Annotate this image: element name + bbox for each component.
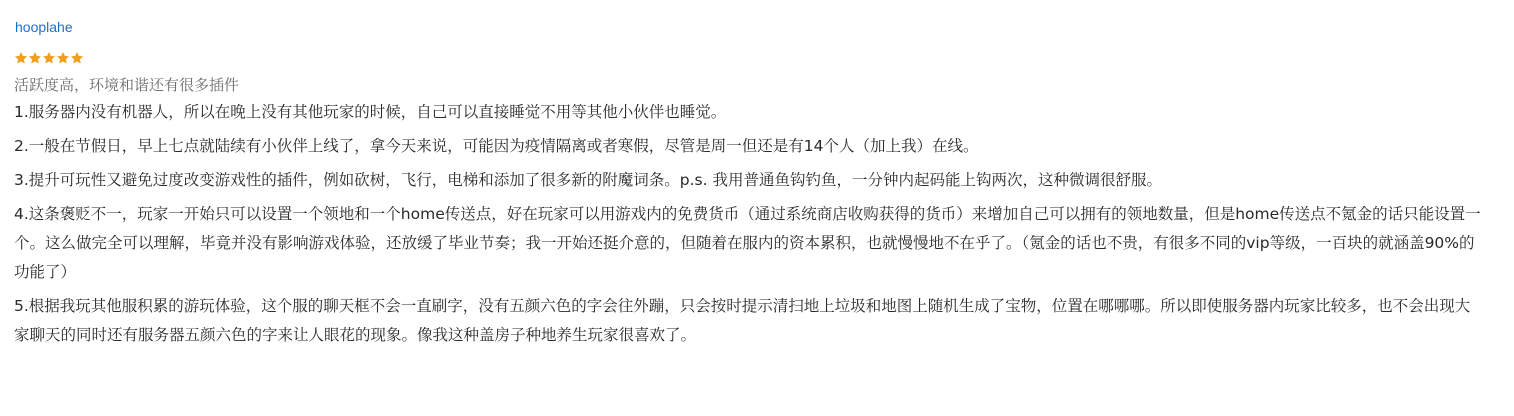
author-link[interactable]: hooplahe: [15, 19, 73, 35]
review-paragraph: 4.这条褒贬不一，玩家一开始只可以设置一个领地和一个home传送点，好在玩家可以用游戏内的免费货币（通过系统商店收购获得的货币）来增加自己可以拥有的领地数量，但是home传送点不氪金的话只能设置一个。这么做完全可以理解，毕竟并没有影响游戏体验，还放缓了毕业节奏；我一开始还挺介意的，但随着在服内的资本累积，也就慢慢地不在乎了。（氪金的话也不贵，有很多不同的vip等级，一百块的就涵盖90%的功能了）: [14, 205, 1481, 281]
star-rating: [14, 50, 1500, 66]
star-icon: [70, 51, 84, 65]
star-icon: [14, 51, 28, 65]
review-paragraph: 5.根据我玩其他服积累的游玩体验，这个服的聊天框不会一直刷字，没有五颜六色的字会往外蹦，只会按时提示清扫地上垃圾和地图上随机生成了宝物，位置在哪哪哪。所以即使服务器内玩家比较多，也不会出现大家聊天的同时还有服务器五颜六色的字来让人眼花的现象。像我这种盖房子种地养生玩家很喜欢了。: [14, 297, 1471, 344]
review-paragraph: 1.服务器内没有机器人，所以在晚上没有其他玩家的时候，自己可以直接睡觉不用等其他小伙伴也睡觉。: [14, 103, 727, 121]
star-icon: [42, 51, 56, 65]
review-paragraph: 2.一般在节假日，早上七点就陆续有小伙伴上线了，拿今天来说，可能因为疫情隔离或者寒假，尽管是周一但还是有14个人（加上我）在线。: [14, 137, 979, 155]
star-icon: [28, 51, 42, 65]
star-icon: [56, 51, 70, 65]
review-title: 活跃度高，环境和谐还有很多插件: [14, 76, 240, 94]
review-paragraph: 3.提升可玩性又避免过度改变游戏性的插件，例如砍树，飞行，电梯和添加了很多新的附魔词条。p.s. 我用普通鱼钩钓鱼，一分钟内起码能上钩两次，这种微调很舒服。: [14, 171, 1162, 189]
review-body: [14, 98, 1484, 350]
